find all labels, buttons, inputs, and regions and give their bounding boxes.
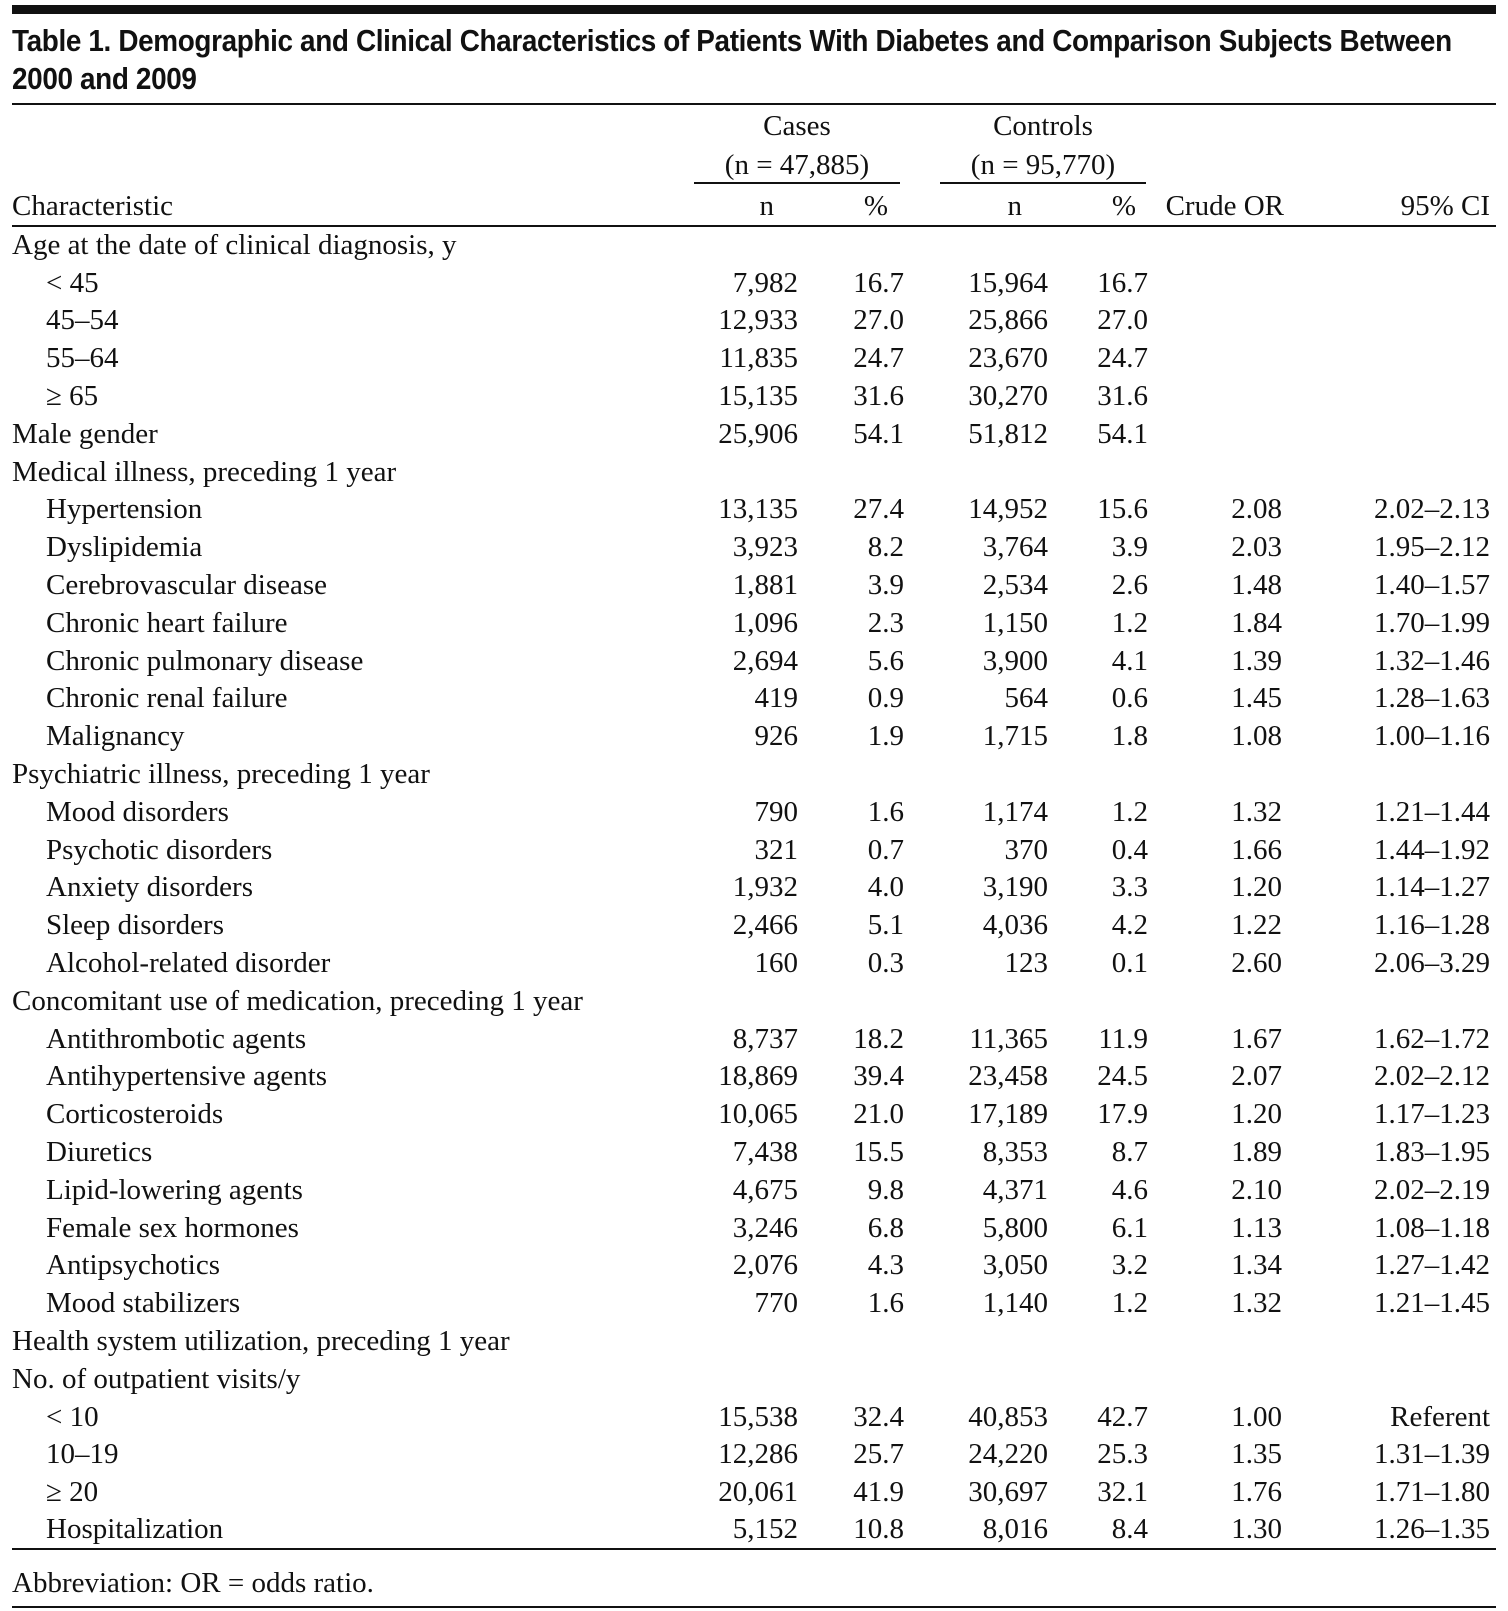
cell-controls-n: 30,697 [968,1476,1049,1509]
cell-cases-n: 8,737 [732,1022,798,1055]
cell-cases-pct: 39.4 [853,1060,905,1093]
cell-controls-pct: 3.2 [1111,1249,1149,1282]
cell-ci-95: 2.06–3.29 [1374,947,1491,980]
cell-ci-95: 1.71–1.80 [1374,1476,1491,1509]
cell-controls-n [904,1322,1048,1360]
cell-ci-95: 1.62–1.72 [1374,1022,1491,1055]
cell-ci-95: 1.32–1.46 [1374,644,1491,677]
cell-controls-n: 8,353 [982,1136,1049,1169]
row-label: Chronic renal failure [46,682,288,715]
cell-cases-pct [798,755,904,793]
cell-controls-pct [1048,1322,1148,1360]
cell-controls-n [904,755,1048,793]
cell-controls-pct: 0.1 [1111,947,1149,980]
cell-crude-or [1148,982,1290,1020]
cell-cases-pct: 4.3 [867,1249,905,1282]
table-row [12,339,1496,377]
cell-crude-or: 2.08 [1231,493,1283,526]
cell-cases-n: 15,135 [718,380,798,413]
table-row [12,1284,1496,1322]
column-header-controls-pct: % [1111,189,1137,222]
section-row [12,453,1496,491]
table-row [12,944,1496,982]
cell-crude-or: 1.30 [1231,1513,1283,1546]
cell-cases-pct: 27.4 [853,493,905,526]
row-label: Hospitalization [46,1513,224,1546]
column-header-cases-pct: % [863,189,889,222]
cell-cases-pct: 18.2 [853,1022,905,1055]
cell-cases-n: 321 [754,833,798,866]
table-row [12,1398,1496,1436]
cell-cases-n: 18,869 [718,1060,798,1093]
cell-crude-or: 1.76 [1231,1476,1283,1509]
cell-controls-n: 25,866 [968,304,1049,337]
cell-cases-n: 10,065 [718,1098,798,1131]
cell-ci-95: 1.21–1.45 [1374,1287,1491,1320]
cell-controls-pct: 17.9 [1097,1098,1149,1131]
cell-ci-95: 1.95–2.12 [1374,531,1491,564]
cell-controls-n: 3,190 [982,871,1049,904]
cell-cases-n: 160 [754,947,798,980]
cell-cases-n: 15,538 [718,1400,798,1433]
cell-cases-pct [798,453,904,491]
cell-cases-n: 1,881 [732,569,798,602]
cell-cases-n: 790 [754,795,798,828]
row-label: Sleep disorders [46,909,224,942]
cell-controls-n: 51,812 [968,417,1049,450]
column-header-controls-n: n [1007,189,1023,222]
cell-crude-or [1148,755,1290,793]
cell-cases-n: 20,061 [718,1476,798,1509]
cell-crude-or: 1.20 [1231,871,1283,904]
top-rule [12,5,1496,14]
cell-controls-pct [1048,453,1148,491]
cell-ci-95: 2.02–2.13 [1374,493,1491,526]
cell-cases-pct: 21.0 [853,1098,905,1131]
cell-cases-pct: 32.4 [853,1400,905,1433]
cell-controls-pct: 54.1 [1097,417,1149,450]
cell-cases-pct: 54.1 [853,417,905,450]
table-row [12,642,1496,680]
cell-ci-95 [1290,377,1496,415]
row-label: ≥ 65 [46,380,99,413]
table-row [12,1171,1496,1209]
cell-cases-pct: 0.7 [867,833,905,866]
cell-cases-pct: 1.6 [867,795,905,828]
cell-cases-n: 2,466 [732,909,798,942]
cell-crude-or: 1.84 [1231,606,1283,639]
section-row [12,982,1496,1020]
cell-cases-pct [798,1322,904,1360]
cell-ci-95: 1.26–1.35 [1374,1513,1491,1546]
row-label: Diuretics [46,1136,153,1169]
cell-cases-pct: 5.1 [867,909,905,942]
cell-cases-n [690,1322,798,1360]
cell-cases-n: 13,135 [718,493,798,526]
cell-cases-n: 2,076 [732,1249,798,1282]
cell-cases-pct: 0.3 [867,947,905,980]
cell-controls-pct: 1.2 [1111,606,1149,639]
cell-crude-or: 1.67 [1231,1022,1283,1055]
section-row [12,415,1496,453]
cell-ci-95: 1.17–1.23 [1374,1098,1491,1131]
cell-ci-95: 1.70–1.99 [1374,606,1491,639]
cell-cases-n: 11,835 [719,342,798,375]
cell-ci-95: 1.00–1.16 [1374,720,1491,753]
cell-crude-or: 2.10 [1231,1173,1283,1206]
cell-ci-95: 1.16–1.28 [1374,909,1491,942]
table-row [12,1473,1496,1511]
cell-controls-n: 3,900 [982,644,1049,677]
row-label: 10–19 [46,1438,119,1471]
cell-ci-95 [1290,302,1496,340]
cell-cases-pct: 15.5 [853,1136,905,1169]
table-row [12,1020,1496,1058]
cell-controls-pct: 16.7 [1097,266,1149,299]
row-label: Medical illness, preceding 1 year [12,455,397,488]
table-row [12,831,1496,869]
cases-n: (n = 47,885) [694,148,900,184]
cell-controls-pct: 25.3 [1097,1438,1149,1471]
cell-crude-or [1148,415,1290,453]
cell-controls-n: 1,150 [982,606,1049,639]
cell-crude-or: 1.89 [1231,1136,1283,1169]
cell-cases-pct: 41.9 [853,1476,905,1509]
cell-ci-95 [1290,1322,1496,1360]
row-label: Female sex hormones [46,1211,299,1244]
row-label: Mood disorders [46,795,229,828]
cell-crude-or [1148,264,1290,302]
row-label: Chronic heart failure [46,606,288,639]
cell-cases-pct: 1.6 [867,1287,905,1320]
cell-crude-or: 1.08 [1231,720,1283,753]
cell-controls-pct [1048,755,1148,793]
section-row [12,1360,1496,1398]
cell-crude-or: 1.00 [1231,1400,1283,1433]
section-row [12,226,1496,264]
row-label: Antipsychotics [46,1249,220,1282]
cell-cases-n [690,453,798,491]
cell-cases-n: 3,923 [732,531,798,564]
cell-cases-pct: 27.0 [853,304,905,337]
table-row [12,1058,1496,1096]
cell-crude-or [1148,377,1290,415]
cell-crude-or: 2.03 [1231,531,1283,564]
cell-controls-pct: 4.1 [1111,644,1149,677]
cell-cases-pct: 1.9 [867,720,905,753]
cell-controls-pct: 1.2 [1111,795,1149,828]
cell-controls-n: 2,534 [982,569,1049,602]
row-label: Antithrombotic agents [46,1022,307,1055]
cell-controls-pct: 42.7 [1097,1400,1149,1433]
table-row [12,604,1496,642]
row-label: < 45 [46,266,99,299]
cell-ci-95: 1.08–1.18 [1374,1211,1491,1244]
cell-controls-pct: 8.7 [1111,1136,1149,1169]
cell-controls-n: 4,371 [982,1173,1049,1206]
table-row [12,1247,1496,1285]
cell-controls-pct: 2.6 [1111,569,1149,602]
cell-cases-n: 926 [754,720,798,753]
row-label: Lipid-lowering agents [46,1173,303,1206]
cell-controls-n [904,982,1048,1020]
cell-controls-n: 40,853 [968,1400,1049,1433]
cell-controls-n: 11,365 [969,1022,1049,1055]
cell-controls-pct: 11.9 [1098,1022,1149,1055]
column-header-characteristic: Characteristic [12,189,174,222]
row-label: Corticosteroids [46,1098,224,1131]
cell-ci-95 [1290,226,1496,264]
cell-controls-pct: 15.6 [1097,493,1149,526]
cell-cases-n [690,755,798,793]
cell-crude-or: 1.48 [1231,569,1283,602]
cell-crude-or: 1.39 [1231,644,1283,677]
column-header-ci-95: 95% CI [1400,189,1491,222]
cell-controls-n: 370 [1004,833,1049,866]
row-label: Hypertension [46,493,203,526]
cell-crude-or: 1.34 [1231,1249,1283,1282]
cell-controls-n: 23,670 [968,342,1049,375]
cell-cases-pct: 3.9 [867,569,905,602]
cell-crude-or [1148,1322,1290,1360]
cell-ci-95 [1290,1360,1496,1398]
cell-controls-pct: 3.3 [1111,871,1149,904]
cell-controls-pct: 0.4 [1111,833,1149,866]
cell-crude-or: 2.60 [1231,947,1283,980]
cell-controls-pct: 31.6 [1097,380,1149,413]
column-header-crude-or: Crude OR [1165,189,1285,222]
cell-ci-95 [1290,264,1496,302]
cell-ci-95 [1290,415,1496,453]
cell-cases-n: 770 [754,1287,798,1320]
row-label: Psychotic disorders [46,833,273,866]
cell-controls-n: 3,050 [982,1249,1049,1282]
cell-cases-pct: 31.6 [853,380,905,413]
cell-controls-n: 1,715 [982,720,1049,753]
cell-crude-or: 1.20 [1231,1098,1283,1131]
cell-controls-n: 1,174 [982,795,1049,828]
cell-controls-pct: 1.2 [1111,1287,1149,1320]
cell-controls-n: 14,952 [968,493,1049,526]
cell-crude-or: 1.13 [1231,1211,1283,1244]
cell-controls-n [904,453,1048,491]
table-row [12,1436,1496,1474]
cell-cases-pct: 24.7 [853,342,905,375]
row-label: Chronic pulmonary disease [46,644,364,677]
table-row [12,1209,1496,1247]
cell-ci-95: 1.14–1.27 [1374,871,1491,904]
cell-cases-pct: 8.2 [867,531,905,564]
row-label: Concomitant use of medication, preceding 1 year [12,984,583,1017]
cell-controls-n: 30,270 [968,380,1049,413]
cell-controls-pct [1048,226,1148,264]
cell-crude-or [1148,453,1290,491]
cell-cases-pct: 10.8 [853,1513,905,1546]
cell-cases-n: 419 [754,682,798,715]
cell-cases-n [690,982,798,1020]
cell-controls-n: 1,140 [982,1287,1049,1320]
cell-cases-n [690,1360,798,1398]
cell-controls-n: 3,764 [982,531,1049,564]
cell-controls-n: 564 [1004,682,1049,715]
cell-controls-n: 5,800 [982,1211,1049,1244]
row-label: Malignancy [46,720,185,753]
cell-ci-95: 1.83–1.95 [1374,1136,1491,1169]
cell-crude-or: 1.22 [1231,909,1283,942]
table-row [12,566,1496,604]
cell-cases-pct: 25.7 [853,1438,905,1471]
cell-crude-or: 1.32 [1231,1287,1283,1320]
section-row [12,1322,1496,1360]
cell-controls-pct: 1.8 [1111,720,1149,753]
cell-crude-or: 2.07 [1231,1060,1283,1093]
characteristics-table [12,106,1496,1550]
cases-header: Cases [763,110,831,142]
table-row [12,1133,1496,1171]
cell-controls-pct: 32.1 [1097,1476,1149,1509]
cell-controls-pct [1048,982,1148,1020]
cell-cases-n: 7,438 [732,1136,798,1169]
cell-controls-pct: 6.1 [1111,1211,1149,1244]
row-label: Cerebrovascular disease [46,569,328,602]
row-label: Mood stabilizers [46,1287,241,1320]
cell-cases-n: 12,286 [718,1438,798,1471]
cell-controls-pct [1048,1360,1148,1398]
row-label: Age at the date of clinical diagnosis, y [12,229,457,262]
row-label: < 10 [46,1400,99,1433]
cell-ci-95: Referent [1390,1400,1491,1433]
cell-controls-n [904,226,1048,264]
cell-crude-or [1148,302,1290,340]
cell-controls-pct: 4.6 [1111,1173,1149,1206]
cell-controls-n: 17,189 [968,1098,1049,1131]
cell-controls-pct: 24.7 [1097,342,1149,375]
cell-controls-pct: 27.0 [1097,304,1149,337]
cell-ci-95 [1290,755,1496,793]
cell-controls-n: 23,458 [968,1060,1049,1093]
cell-crude-or: 1.45 [1231,682,1283,715]
table-row [12,491,1496,529]
cell-cases-pct: 0.9 [867,682,905,715]
cell-controls-n: 24,220 [968,1438,1049,1471]
table-row [12,680,1496,718]
cell-cases-pct: 5.6 [867,644,905,677]
row-label: Dyslipidemia [46,531,203,564]
row-label: No. of outpatient visits/y [12,1362,301,1395]
table-row [12,869,1496,907]
cell-controls-n [904,1360,1048,1398]
row-label: 45–54 [46,304,119,337]
section-row [12,755,1496,793]
controls-header: Controls [993,110,1093,142]
cell-crude-or [1148,226,1290,264]
cell-cases-n: 1,096 [732,606,798,639]
column-header-cases-n: n [759,189,774,222]
cell-controls-pct: 0.6 [1111,682,1149,715]
cell-crude-or: 1.35 [1231,1438,1283,1471]
cell-ci-95: 1.44–1.92 [1374,833,1491,866]
table-row [12,264,1496,302]
cell-cases-pct: 16.7 [853,266,905,299]
cell-ci-95 [1290,982,1496,1020]
cell-cases-n: 2,694 [732,644,798,677]
cell-controls-n: 8,016 [982,1513,1049,1546]
bottom-rule [12,1606,1496,1608]
cell-cases-n: 3,246 [732,1211,798,1244]
table-row [12,1511,1496,1549]
cell-controls-n: 15,964 [968,266,1049,299]
row-label: Antihypertensive agents [46,1060,328,1093]
row-label: ≥ 20 [46,1476,99,1509]
row-label: Psychiatric illness, preceding 1 year [12,758,430,791]
cell-cases-n: 5,152 [732,1513,798,1546]
cell-ci-95: 2.02–2.19 [1374,1173,1491,1206]
cell-cases-pct: 4.0 [867,871,905,904]
cell-cases-n: 4,675 [732,1173,798,1206]
cell-controls-n: 123 [1004,947,1049,980]
cell-controls-pct: 3.9 [1111,531,1149,564]
cell-cases-n: 12,933 [718,304,798,337]
cell-crude-or [1148,339,1290,377]
cell-controls-pct: 4.2 [1111,909,1149,942]
cell-cases-pct: 6.8 [867,1211,905,1244]
cell-cases-pct: 9.8 [867,1173,905,1206]
cell-ci-95: 1.31–1.39 [1374,1438,1491,1471]
table-row [12,528,1496,566]
cell-cases-n: 7,982 [732,266,798,299]
cell-ci-95 [1290,339,1496,377]
cell-ci-95: 1.27–1.42 [1374,1249,1491,1282]
table-row [12,793,1496,831]
cell-ci-95 [1290,453,1496,491]
table-row [12,717,1496,755]
title-rule [12,103,1496,105]
cell-ci-95: 1.40–1.57 [1374,569,1491,602]
row-label: Health system utilization, preceding 1 year [12,1325,510,1357]
cell-controls-pct: 8.4 [1111,1513,1149,1546]
table-row [12,906,1496,944]
cell-ci-95: 2.02–2.12 [1374,1060,1491,1093]
table-title: Table 1. Demographic and Clinical Characteristics of Patients With Diabetes and Comparison Subjects Between 2000 and 2009 [12,23,1452,96]
row-label: Alcohol-related disorder [46,947,331,980]
cell-crude-or: 1.66 [1231,833,1283,866]
table-row [12,1095,1496,1133]
cell-crude-or: 1.32 [1231,795,1283,828]
table-row [12,377,1496,415]
cell-cases-n: 25,906 [718,417,798,450]
cell-cases-n: 1,932 [732,871,798,904]
row-label: 55–64 [46,342,119,375]
cell-cases-pct [798,1360,904,1398]
cell-cases-n [690,226,798,264]
table-row [12,302,1496,340]
cell-crude-or [1148,1360,1290,1398]
cell-ci-95: 1.21–1.44 [1374,795,1491,828]
cell-controls-n: 4,036 [982,909,1049,942]
footnote: Abbreviation: OR = odds ratio. [12,1567,374,1599]
cell-cases-pct [798,982,904,1020]
cell-cases-pct [798,226,904,264]
controls-n: (n = 95,770) [940,148,1146,184]
cell-controls-pct: 24.5 [1097,1060,1149,1093]
row-label: Anxiety disorders [46,871,253,904]
row-label: Male gender [12,417,158,450]
cell-cases-pct: 2.3 [867,606,905,639]
cell-ci-95: 1.28–1.63 [1374,682,1491,715]
